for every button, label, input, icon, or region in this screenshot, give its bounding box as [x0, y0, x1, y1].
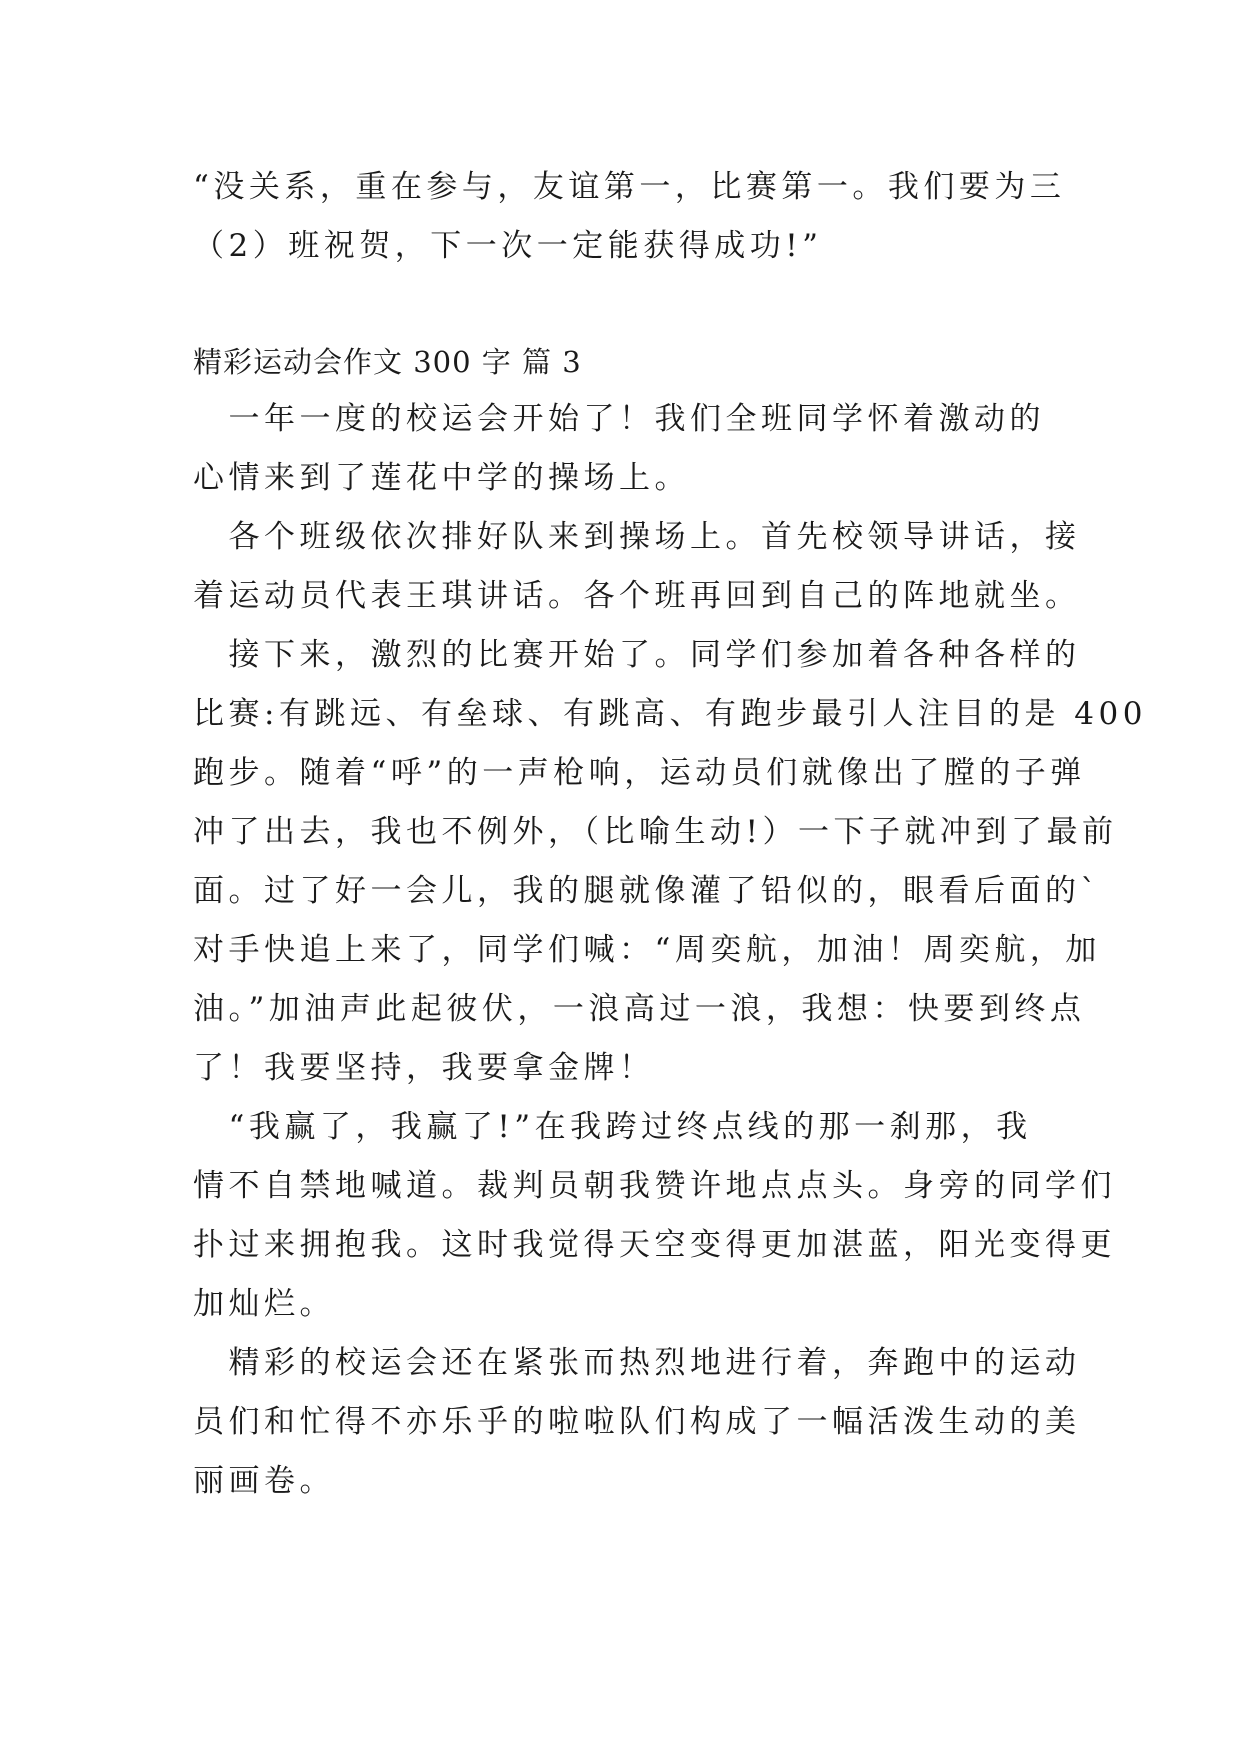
section-title: 精彩运动会作文 300 字 篇 3 — [193, 345, 582, 379]
body-line-18: 员们和忙得不亦乐乎的啦啦队们构成了一幅活泼生动的美 — [193, 1404, 1081, 1440]
body-line-11: 油。”加油声此起彼伏，一浪高过一浪，我想：快要到终点 — [193, 991, 1086, 1027]
body-line-15: 扑过来拥抱我。这时我觉得天空变得更加湛蓝，阳光变得更 — [193, 1227, 1116, 1263]
body-line-2: 心情来到了莲花中学的操场上。 — [193, 460, 690, 496]
body-line-6: 比赛:有跳远、有垒球、有跳高、有跑步最引人注目的是 400 — [193, 696, 1147, 732]
body-line-13: “我赢了，我赢了!”在我跨过终点线的那一刹那，我 — [193, 1109, 1032, 1145]
body-line-19: 丽画卷。 — [193, 1463, 335, 1499]
intro-line-1: “没关系，重在参与，友谊第一，比赛第一。我们要为三 — [193, 169, 1066, 205]
body-line-10: 对手快追上来了，同学们喊：“周奕航，加油！周奕航，加 — [193, 932, 1101, 968]
intro-line-2: （2）班祝贺，下一次一定能获得成功!” — [193, 228, 823, 264]
body-line-16: 加灿烂。 — [193, 1286, 335, 1322]
body-line-4: 着运动员代表王琪讲话。各个班再回到自己的阵地就坐。 — [193, 578, 1081, 614]
body-line-14: 情不自禁地喊道。裁判员朝我赞许地点点头。身旁的同学们 — [193, 1168, 1116, 1204]
body-line-17: 精彩的校运会还在紧张而热烈地进行着，奔跑中的运动 — [193, 1345, 1081, 1381]
body-line-9: 面。过了好一会儿，我的腿就像灌了铅似的，眼看后面的` — [193, 873, 1101, 909]
body-line-1: 一年一度的校运会开始了！我们全班同学怀着激动的 — [193, 401, 1045, 437]
body-line-8: 冲了出去，我也不例外，（比喻生动!）一下子就冲到了最前 — [193, 814, 1118, 850]
body-line-7: 跑步。随着“呼”的一声枪响，运动员们就像出了膛的子弹 — [193, 755, 1086, 791]
body-line-5: 接下来，激烈的比赛开始了。同学们参加着各种各样的 — [193, 637, 1081, 673]
body-line-12: 了！我要坚持，我要拿金牌！ — [193, 1050, 655, 1086]
body-line-3: 各个班级依次排好队来到操场上。首先校领导讲话，接 — [193, 519, 1081, 555]
